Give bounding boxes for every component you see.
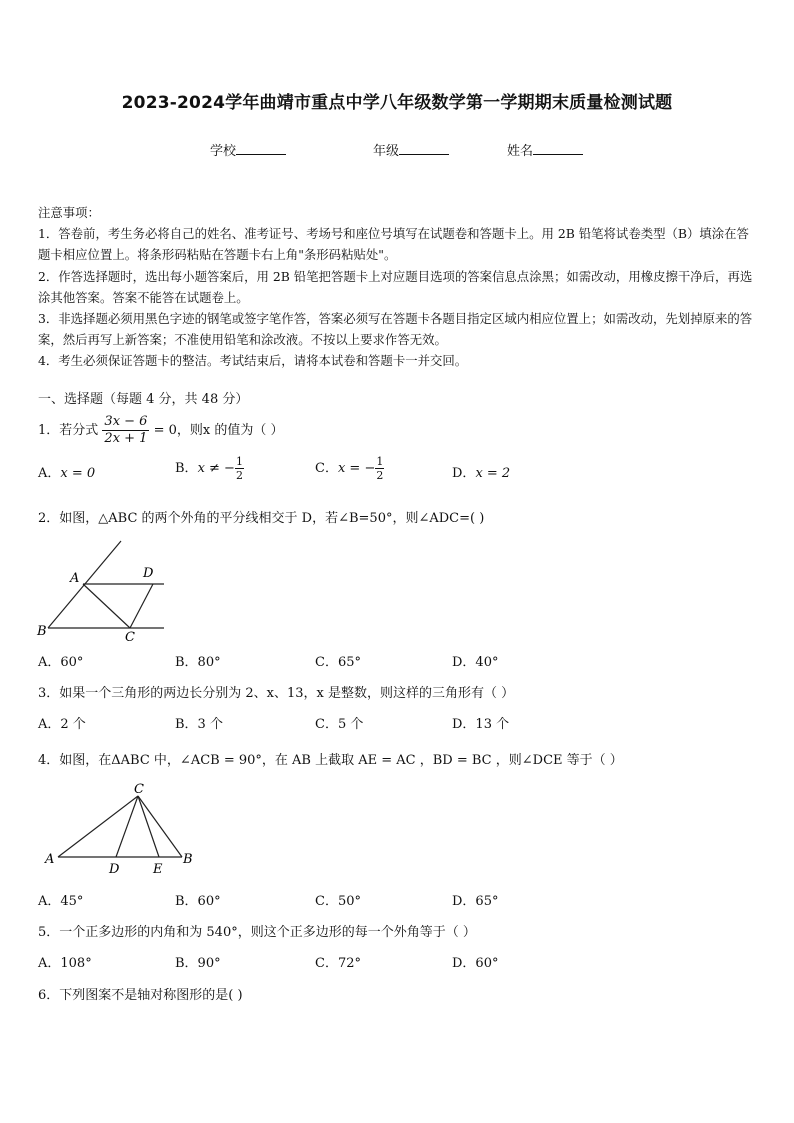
name-field <box>507 140 583 159</box>
grade-blank <box>399 142 449 155</box>
school-label: 学校 <box>210 144 237 159</box>
section-heading: 一、选择题（每题 4 分，共 48 分） <box>38 392 249 407</box>
school-blank <box>236 142 286 155</box>
grade-label: 年级 <box>373 144 400 159</box>
q1-option-a <box>38 462 95 481</box>
q2-option-d: D．40° <box>452 655 499 670</box>
option-text: x = 0 <box>60 466 96 481</box>
q1-prefix: 1．若分式 <box>38 423 99 438</box>
q2-option-b: B．80° <box>175 655 221 670</box>
note-item: 3．非选择题必须用黑色字迹的钢笔或签字笔作答，答案必须写在答题卡各题目指定区域内相应位置上；如需改动，先划掉原来的答案，然后再写上新答案；不准使用铅笔和涂改液。不按以上要求作答无效。 <box>38 311 753 348</box>
q2-option-a: A．60° <box>38 655 84 670</box>
name-blank <box>533 142 583 155</box>
option-text: x = 2 <box>475 466 511 481</box>
q2-line-ac <box>83 584 130 628</box>
q2-option-c: C．65° <box>315 655 361 670</box>
question-1 <box>38 414 284 447</box>
q4-label-e: E <box>153 862 163 877</box>
q5-option-c: C．72° <box>315 956 361 971</box>
page-title: 2023-2024学年曲靖市重点中学八年级数学第一学期期末质量检测试题 <box>121 93 673 113</box>
q4-figure <box>40 780 200 880</box>
notes-heading: 注意事项： <box>38 205 100 220</box>
question-3: 3．如果一个三角形的两边长分别为 2、x、13，x 是整数，则这样的三角形有（ ） <box>38 686 515 701</box>
option-label: A． <box>38 466 61 481</box>
q5-option-b: B．90° <box>175 956 221 971</box>
note-item: 2．作答选择题时，选出每小题答案后，用 2B 铅笔把答题卡上对应题目选项的答案信息点涂黑；如需改动，用橡皮擦干净后，再选涂其他答案。答案不能答在试题卷上。 <box>38 268 753 305</box>
q4-line-cd <box>116 796 138 857</box>
q4-label-a: A <box>45 852 55 867</box>
q4-label-b: B <box>183 852 193 867</box>
q2-figure <box>36 537 171 645</box>
q1-equals: = 0 <box>153 423 177 438</box>
q4-line-cb <box>138 796 182 857</box>
q2-label-b: B <box>37 624 47 639</box>
option-label: C． <box>315 461 338 476</box>
q4-option-d: D．65° <box>452 894 499 909</box>
q5-option-d: D．60° <box>452 956 499 971</box>
option-text: x ≠ − <box>197 461 235 476</box>
note-item: 4．考生必须保证答题卡的整洁。考试结束后，请将本试卷和答题卡一并交回。 <box>38 353 468 369</box>
q4-line-ac <box>58 796 138 857</box>
name-label: 姓名 <box>507 144 534 159</box>
question-6: 6．下列图案不是轴对称图形的是( ) <box>38 988 243 1003</box>
q3-option-c: C．5 个 <box>315 717 364 732</box>
fraction-numerator: 1 <box>376 455 384 468</box>
q1-option-d <box>452 462 510 481</box>
q4-option-c: C．50° <box>315 894 361 909</box>
grade-field <box>373 140 449 159</box>
q1-suffix: ，则x 的值为（ ） <box>176 423 284 438</box>
option-fraction <box>235 455 244 482</box>
q1-fraction-numerator: 3x − 6 <box>104 414 148 429</box>
q1-option-b <box>175 455 244 482</box>
question-2: 2．如图，△ABC 的两个外角的平分线相交于 D，若∠B=50°，则∠ADC=( ) <box>38 511 485 526</box>
q2-label-d: D <box>143 566 154 581</box>
q4-option-b: B．60° <box>175 894 221 909</box>
question-5: 5．一个正多边形的内角和为 540°，则这个正多边形的每一个外角等于（ ） <box>38 925 476 940</box>
q4-label-c: C <box>134 782 144 797</box>
q2-label-a: A <box>70 571 80 586</box>
school-field <box>210 140 286 159</box>
q1-option-c <box>315 455 384 482</box>
fraction-numerator: 1 <box>235 455 243 468</box>
notes-block <box>38 202 758 372</box>
q3-option-d: D．13 个 <box>452 717 510 732</box>
q5-option-a: A．108° <box>38 956 92 971</box>
q3-option-b: B．3 个 <box>175 717 223 732</box>
option-text: x = − <box>337 461 376 476</box>
fraction-denominator: 2 <box>235 469 243 482</box>
q4-line-ce <box>138 796 159 857</box>
question-4: 4．如图，在ΔABC 中，∠ACB = 90°，在 AB 上截取 AE = AC ，BD = BC ，则∠DCE 等于（ ） <box>38 753 623 768</box>
q1-fraction-denominator: 2x + 1 <box>104 431 148 446</box>
q1-fraction <box>102 414 149 447</box>
q2-line-cd <box>130 584 153 628</box>
option-label: D． <box>452 466 476 481</box>
option-fraction <box>375 455 384 482</box>
fraction-denominator: 2 <box>376 469 384 482</box>
q3-option-a: A．2 个 <box>38 717 86 732</box>
option-label: B． <box>175 461 198 476</box>
q4-label-d: D <box>109 862 120 877</box>
q4-option-a: A．45° <box>38 894 84 909</box>
note-item: 1．答卷前，考生务必将自己的姓名、准考证号、考场号和座位号填写在试题卷和答题卡上。用 2B 铅笔将试卷类型（B）填涂在答题卡相应位置上。将条形码粘贴在答题卡右上角"条形码粘贴处"。 <box>38 226 749 263</box>
q2-label-c: C <box>125 630 135 645</box>
